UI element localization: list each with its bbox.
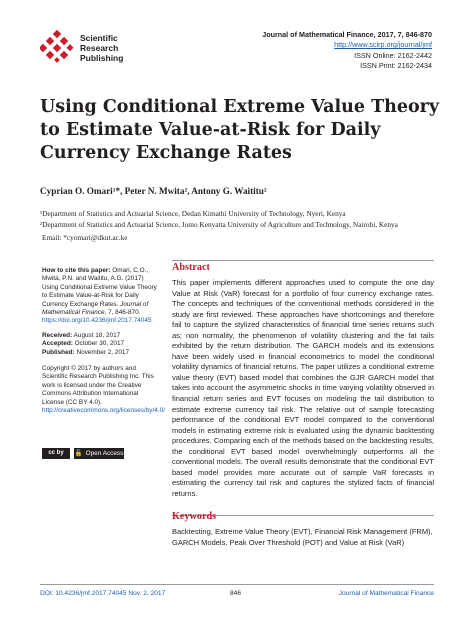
article-sidebar <box>42 267 165 422</box>
copyright-text: Copyright © 2017 by authors and Scientific Research Publishing Inc. This work is licensed under the Creative Commons Attribution International License (CC BY 4.0). <box>42 365 154 406</box>
issn-print: ISSN Print: 2162-2434 <box>360 61 432 71</box>
author-list: Cyprian O. Omari¹*, Peter N. Mwita², Antony G. Waititu² <box>40 186 267 196</box>
cite-label: How to cite this paper: <box>42 267 111 274</box>
issn-online: ISSN Online: 2162-2442 <box>354 50 432 60</box>
received-date <box>42 332 160 340</box>
abstract-heading: Abstract <box>172 262 210 273</box>
received-value: August 18, 2017 <box>72 331 121 339</box>
publisher-name-line1: Scientific <box>80 33 118 43</box>
affiliation-2: ²Department of Statistics and Actuarial Science, Jomo Kenyatta University of Agriculture and Technology, Nairobi, Kenya <box>40 220 398 229</box>
abstract-top-divider <box>172 260 434 261</box>
cite-journal: Journal of Mathematical Finance <box>42 300 149 317</box>
cite-volume: , 7, 846-870. <box>104 309 141 317</box>
citation-block <box>42 267 160 326</box>
open-access-badge <box>74 448 124 459</box>
accepted-value: October 30, 2017 <box>72 340 125 348</box>
page-number: 846 <box>230 590 242 597</box>
publisher-logo <box>40 30 190 74</box>
cc-by-badge[interactable]: cc by <box>42 448 70 459</box>
publisher-name-line3: Publishing <box>80 53 124 63</box>
journal-url-link[interactable]: http://www.scirp.org/journal/jmf <box>334 40 432 50</box>
published-label: Published: <box>42 348 75 356</box>
main-column <box>172 262 434 549</box>
footer-doi[interactable]: DOI: 10.4236/jmf.2017.74045 Nov. 2, 2017 <box>40 590 166 597</box>
open-lock-icon: 🔓 <box>74 450 83 457</box>
journal-citation-line: Journal of Mathematical Finance, 2017, 7, 846-870 <box>262 30 432 39</box>
open-access-label: Open Access <box>85 450 124 457</box>
footer-journal-name: Journal of Mathematical Finance <box>338 590 434 597</box>
publisher-name <box>80 33 123 63</box>
accepted-label: Accepted: <box>42 340 73 348</box>
paper-title: Using Conditional Extreme Value Theory to Estimate Value-at-Risk for Daily Currency Exchange Rates <box>40 97 440 163</box>
published-date <box>42 349 160 357</box>
corresponding-email: Email: *cyomari@dkut.ac.ke <box>42 233 128 242</box>
keywords-heading: Keywords <box>172 511 217 523</box>
scirp-logo-icon <box>40 30 74 64</box>
article-dates <box>42 332 160 357</box>
license-link[interactable]: http://creativecommons.org/licenses/by/4.0/ <box>42 407 165 415</box>
published-value: November 2, 2017 <box>74 348 130 356</box>
cite-text: Omari, C.O., Mwita, P.N. and Waititu, A.G. (2017) Using Conditional Extreme Value Theory to Estimate Value-at-Risk for Daily Currency Exchange Rates. <box>42 267 157 308</box>
publisher-name-line2: Research <box>80 43 119 53</box>
abstract-text: This paper implements different approaches used to compute the one day Value at Risk (VaR) forecast for a portfolio of four currency exchange rates. The concepts and techniques of the conventional methods considered in the study are first reviewed. These approaches have shortcomings and therefore fail to capture the stylized characteristics of financial time series returns such as; non normality, the phenomenon of volatility clustering and the fat tails exhibited by the return distribution. The GARCH models and its extensions have been widely used in financial econometrics to model the conditional volatility dynamics of financial returns. The paper utilizes a conditional extreme value theory (EVT) based model that combines the GJR GARCH model that takes into account the asymmetric shocks in time varying volatility observed in financial return series and EVT focuses on modeling the tail distribution to estimate extreme currency tail risk. The relative out of sample forecasting performance of the conditional EVT model compared to the conventional models in estimating extreme risk is evaluated using the dynamic backtesting procedures. Comparing each of the methods based on the backtesting results, the conditional EVT based model overwhelmingly outperforms all the conventional models. The overall results demonstrate that the conditional EVT based model provides more accurate out of sample VaR forecasts in estimating the currency tail risk and captures the stylized facts of financial returns. <box>172 278 434 498</box>
received-label: Received: <box>42 331 73 339</box>
affiliation-1: ¹Department of Statistics and Actuarial Science, Dedan Kimathi University of Technology, Nyeri, Kenya <box>40 209 346 218</box>
footer-divider <box>40 584 434 585</box>
accepted-date <box>42 340 160 348</box>
journal-info <box>262 30 432 72</box>
cite-doi-link[interactable]: https://doi.org/10.4236/jmf.2017.74045 <box>42 317 152 325</box>
copyright-block <box>42 365 165 415</box>
keywords-text: Backtesting, Extreme Value Theory (EVT), Financial Risk Management (FRM), GARCH Models, Peak Over Threshold (POT) and Value at Risk (VaR) <box>172 527 433 548</box>
